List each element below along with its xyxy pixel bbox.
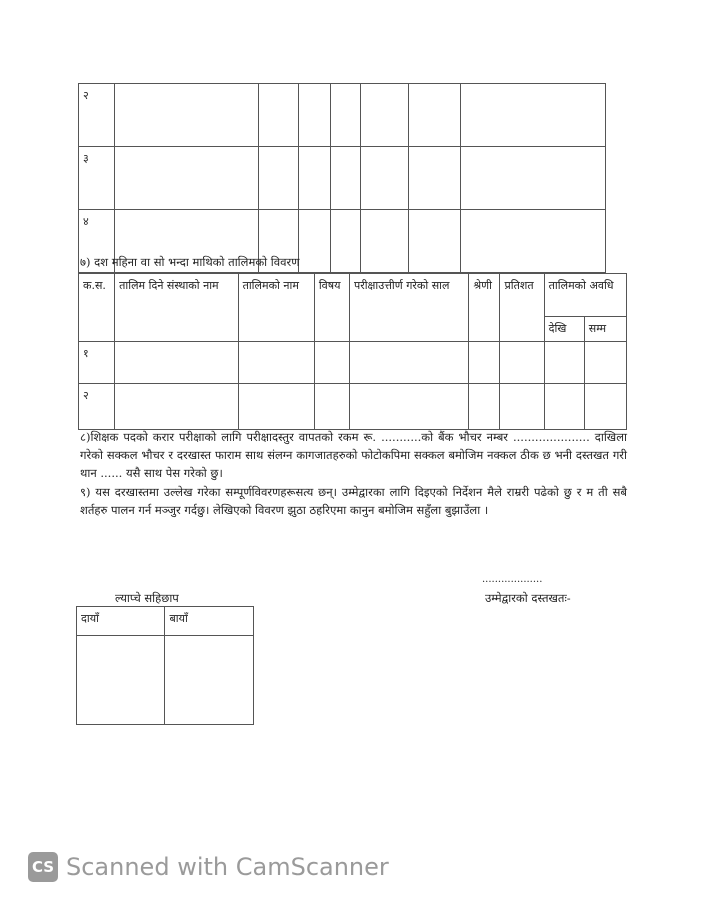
camscanner-text: Scanned with CamScanner — [66, 853, 389, 881]
row-number: ४ — [79, 210, 115, 273]
section7-title: ७) दश महिना वा सो भन्दा माथिको तालिमको विवरण — [80, 255, 300, 269]
table-row — [79, 342, 627, 384]
row-number: १ — [79, 342, 115, 384]
signature-label: उम्मेद्वारको दस्तखतः- — [485, 591, 571, 605]
header-institute: तालिम दिने संस्थाको नाम — [115, 274, 238, 342]
header-division: श्रेणी — [469, 274, 500, 342]
row-number: २ — [79, 384, 115, 430]
thumbprint-title: ल्याप्चे सहिछाप — [115, 591, 179, 605]
thumbprint-table — [76, 606, 254, 725]
table-row — [79, 147, 606, 210]
signature-line: ................... — [482, 574, 543, 585]
camscanner-watermark — [28, 852, 389, 882]
header-to: सम्म — [584, 317, 626, 342]
thumb-left-box — [165, 636, 254, 725]
camscanner-logo-icon: CS — [28, 852, 58, 882]
thumb-left-label: बायाँ — [165, 607, 254, 636]
header-subject: विषय — [314, 274, 349, 342]
thumbprint-header-row — [77, 607, 254, 636]
thumb-right-label: दायाँ — [77, 607, 165, 636]
education-table-continued — [78, 83, 606, 273]
table-row — [79, 384, 627, 430]
header-row — [79, 274, 627, 317]
thumbprint-box-row — [77, 636, 254, 725]
table-row — [79, 84, 606, 147]
header-exam-year: परीक्षाउत्तीर्ण गरेको साल — [349, 274, 468, 342]
header-from: देखि — [544, 317, 584, 342]
header-duration: तालिमको अवधि — [544, 274, 626, 317]
section9-declaration: ९) यस दरखास्तमा उल्लेख गरेका सम्पूर्णविवरणहरूसत्य छन्। उम्मेद्वारका लागि दिइएको निर्देशन मैले राम्ररी पढेको छु र म ती सबै शर्तहरु पालन गर्न मञ्जुर गर्दछु। लेखिएको विवरण झुठा ठहरिएमा कानुन बमोजिम सहुँला बुझाउँला । — [80, 485, 627, 517]
header-sn: क.स. — [79, 274, 115, 342]
section8-paragraph: ८)शिक्षक पदको करार परीक्षाको लागि परीक्षादस्तुर वापतको रकम रू. ...........को बैंक भौचर नम्बर ..................... दाखिला गरेको सक्कल भौचर र दरखास्त फाराम साथ संलग्न कागजातहरुको फोटोकपिमा सक्कल बमोजिम नक्कल ठीक छ भनी दस्तखत गरी थान ...... यसै साथ पेस गरेको छु। — [80, 430, 627, 480]
thumb-right-box — [77, 636, 165, 725]
training-table — [78, 273, 627, 430]
header-training-name: तालिमको नाम — [238, 274, 314, 342]
header-percent: प्रतिशत — [500, 274, 544, 342]
row-number: २ — [79, 84, 115, 147]
row-number: ३ — [79, 147, 115, 210]
